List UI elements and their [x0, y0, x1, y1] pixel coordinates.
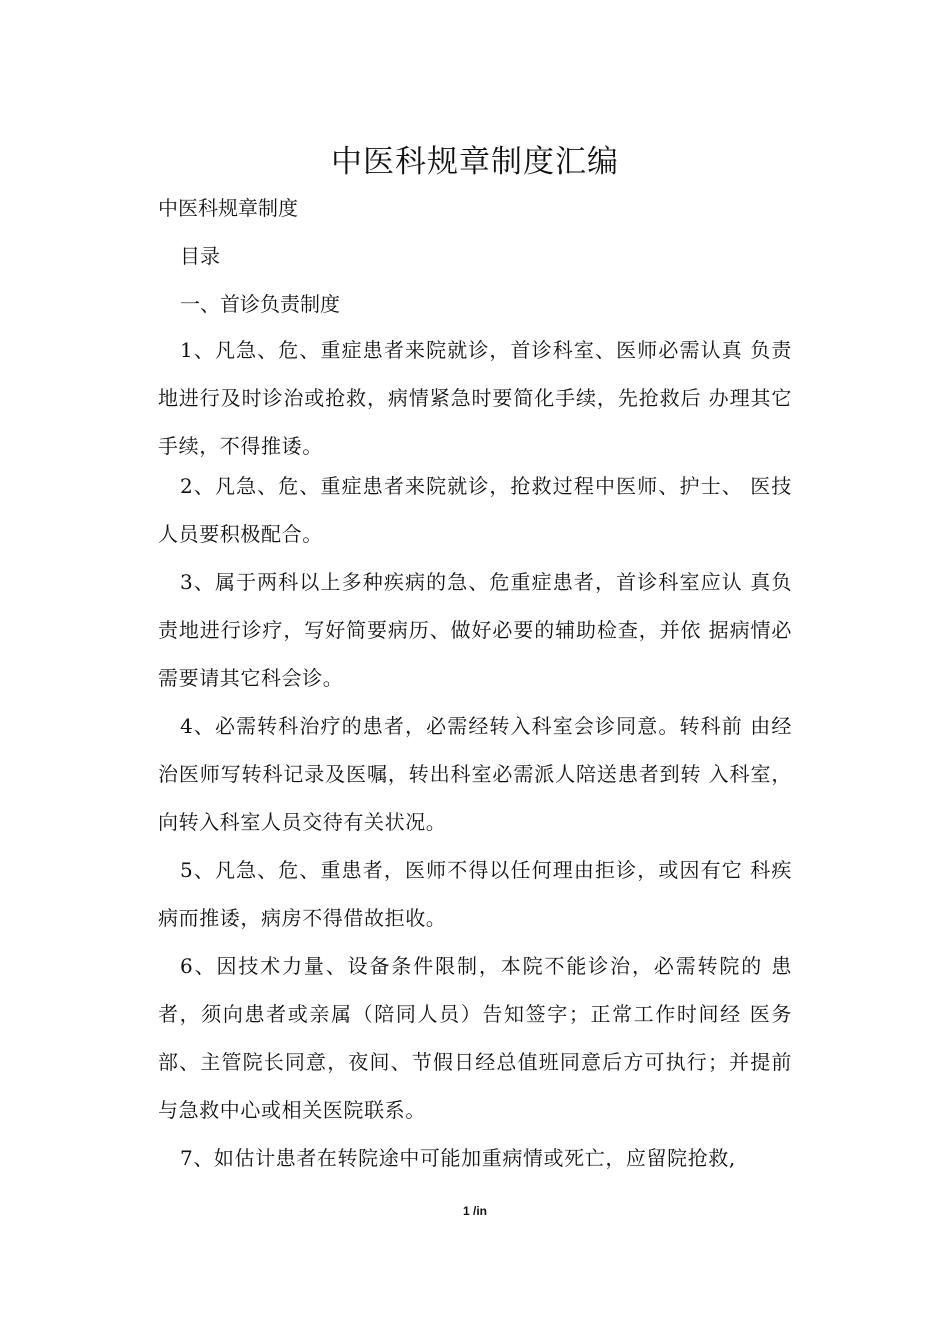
- paragraph-6: 6、因技术力量、设备条件限制，本院不能诊治，必需转院的 患者，须向患者或亲属（陪同人员）告知签字；正常工作时间经 医务部、主管院长同意，夜间、节假日经总值班同意后方可执行；并提前与急救中心或相关医院联系。: [158, 954, 792, 1122]
- section-heading: 一、首诊负责制度: [180, 292, 340, 316]
- paragraph-2: 2、凡急、危、重症患者来院就诊，抢救过程中医师、护士、 医技人员要积极配合。: [158, 474, 792, 546]
- paragraph-1: 1、凡急、危、重症患者来院就诊，首诊科室、医师必需认真 负责地进行及时诊治或抢救，病情紧急时要简化手续，先抢救后 办理其它手续，不得推诿。: [158, 338, 792, 458]
- document-title: 中医科规章制度汇编: [331, 144, 619, 180]
- toc-label: 目录: [180, 244, 220, 268]
- page-number: 1 /in: [462, 1204, 487, 1218]
- paragraph-7: 7、如估计患者在转院途中可能加重病情或死亡，应留院抢救,: [180, 1146, 736, 1170]
- paragraph-5: 5、凡急、危、重患者，医师不得以任何理由拒诊，或因有它 科疾病而推诿，病房不得借故拒收。: [158, 858, 792, 930]
- paragraph-4: 4、必需转科治疗的患者，必需经转入科室会诊同意。转科前 由经治医师写转科记录及医嘱，转出科室必需派人陪送患者到转 入科室，向转入科室人员交待有关状况。: [158, 714, 792, 834]
- paragraph-3: 3、属于两科以上多种疾病的急、危重症患者，首诊科室应认 真负责地进行诊疗，写好简要病历、做好必要的辅助检查，并依 据病情必需要请其它科会诊。: [158, 570, 792, 690]
- document-subtitle: 中医科规章制度: [158, 196, 298, 220]
